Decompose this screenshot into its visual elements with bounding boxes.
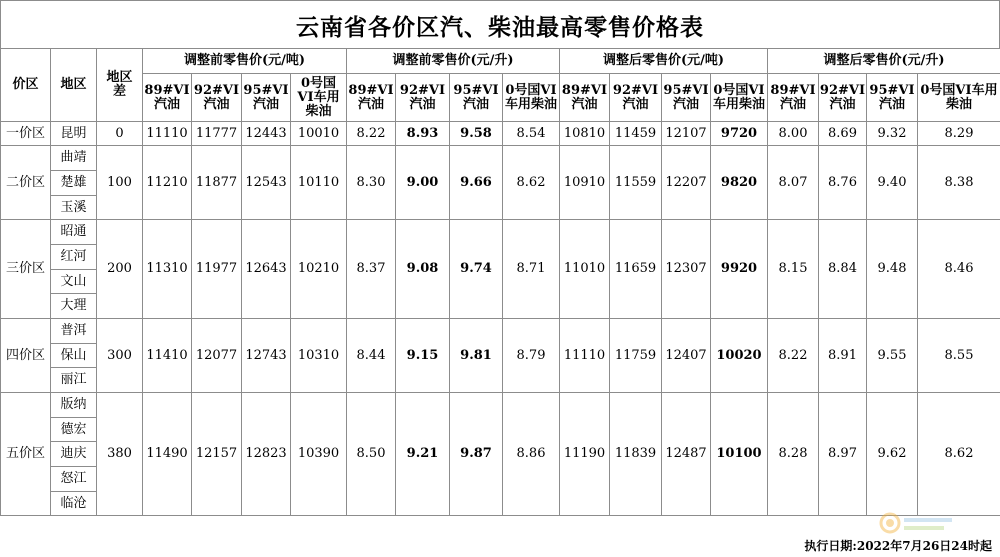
price-cell-before-liter: 8.22 <box>347 122 396 146</box>
fuel-header-after-liter-0: 89#VI汽油 <box>768 74 819 122</box>
price-cell-after-ton: 11839 <box>610 393 662 516</box>
group-header-after-liter: 调整后零售价(元/升) <box>768 49 1000 74</box>
price-cell-after-ton: 11659 <box>610 220 662 319</box>
zone-cell: 一价区 <box>1 122 51 146</box>
fuel-header-before-liter-1: 92#VI汽油 <box>396 74 450 122</box>
price-cell-after-ton: 12107 <box>662 122 711 146</box>
price-cell-before-ton: 11310 <box>143 220 192 319</box>
price-cell-before-ton: 12543 <box>242 146 291 220</box>
region-cell: 红河 <box>51 245 97 270</box>
zone-cell: 四价区 <box>1 319 51 393</box>
price-cell-after-ton: 12307 <box>662 220 711 319</box>
region-cell: 昭通 <box>51 220 97 245</box>
price-cell-before-ton: 11110 <box>143 122 192 146</box>
price-cell-after-liter: 8.62 <box>918 393 1000 516</box>
price-cell-after-ton: 11190 <box>560 393 610 516</box>
price-cell-before-ton: 11777 <box>192 122 242 146</box>
price-cell-before-liter: 8.44 <box>347 319 396 393</box>
price-cell-before-ton: 11977 <box>192 220 242 319</box>
price-cell-before-ton: 12823 <box>242 393 291 516</box>
price-cell-after-ton: 12407 <box>662 319 711 393</box>
price-cell-after-liter: 8.46 <box>918 220 1000 319</box>
price-cell-before-liter: 9.58 <box>450 122 503 146</box>
region-cell: 昆明 <box>51 122 97 146</box>
price-cell-after-ton: 11759 <box>610 319 662 393</box>
diff-cell: 300 <box>97 319 143 393</box>
price-cell-after-liter: 8.22 <box>768 319 819 393</box>
region-cell: 大理 <box>51 294 97 319</box>
price-cell-after-ton: 10100 <box>711 393 768 516</box>
price-cell-after-liter: 8.15 <box>768 220 819 319</box>
region-cell: 德宏 <box>51 418 97 442</box>
price-cell-before-liter: 9.15 <box>396 319 450 393</box>
price-cell-after-liter: 8.84 <box>819 220 867 319</box>
table-row <box>1 393 1000 418</box>
price-cell-before-ton: 10010 <box>291 122 347 146</box>
fuel-header-after-liter-1: 92#VI汽油 <box>819 74 867 122</box>
price-cell-before-ton: 11410 <box>143 319 192 393</box>
region-cell: 迪庆 <box>51 442 97 467</box>
fuel-header-before-liter-0: 89#VI汽油 <box>347 74 396 122</box>
price-cell-after-liter: 9.62 <box>867 393 918 516</box>
price-cell-after-ton: 11110 <box>560 319 610 393</box>
effective-date: 执行日期:2022年7月26日24时起 <box>804 539 992 553</box>
price-cell-after-ton: 11559 <box>610 146 662 220</box>
fuel-header-before-liter-3: 0号国VI车用柴油 <box>503 74 560 122</box>
fuel-header-after-ton-3: 0号国VI车用柴油 <box>711 74 768 122</box>
price-cell-after-liter: 9.48 <box>867 220 918 319</box>
fuel-header-before-ton-0: 89#VI汽油 <box>143 74 192 122</box>
table-row <box>1 319 1000 344</box>
diff-cell: 380 <box>97 393 143 516</box>
price-cell-before-liter: 8.37 <box>347 220 396 319</box>
price-cell-after-liter: 8.76 <box>819 146 867 220</box>
region-cell: 怒江 <box>51 467 97 492</box>
price-cell-before-ton: 11877 <box>192 146 242 220</box>
price-cell-before-liter: 9.08 <box>396 220 450 319</box>
fuel-header-before-ton-1: 92#VI汽油 <box>192 74 242 122</box>
price-cell-after-liter: 8.28 <box>768 393 819 516</box>
table-row <box>1 122 1000 146</box>
price-cell-after-liter: 8.29 <box>918 122 1000 146</box>
price-cell-after-liter: 9.55 <box>867 319 918 393</box>
page-title: 云南省各价区汽、柴油最高零售价格表 <box>0 0 1000 49</box>
region-cell: 玉溪 <box>51 196 97 220</box>
price-cell-after-liter: 8.38 <box>918 146 1000 220</box>
price-cell-after-liter: 8.97 <box>819 393 867 516</box>
price-cell-before-liter: 8.62 <box>503 146 560 220</box>
region-cell: 文山 <box>51 270 97 294</box>
price-cell-before-ton: 10110 <box>291 146 347 220</box>
price-cell-before-liter: 9.00 <box>396 146 450 220</box>
price-cell-after-liter: 8.69 <box>819 122 867 146</box>
fuel-header-after-liter-2: 95#VI汽油 <box>867 74 918 122</box>
fuel-header-after-ton-2: 95#VI汽油 <box>662 74 711 122</box>
price-cell-before-ton: 11490 <box>143 393 192 516</box>
region-cell: 普洱 <box>51 319 97 344</box>
price-cell-before-liter: 8.30 <box>347 146 396 220</box>
price-cell-after-ton: 10020 <box>711 319 768 393</box>
region-header: 地区 <box>51 49 97 122</box>
fuel-header-after-ton-0: 89#VI汽油 <box>560 74 610 122</box>
price-cell-before-liter: 9.66 <box>450 146 503 220</box>
price-cell-after-ton: 10810 <box>560 122 610 146</box>
price-cell-after-ton: 11459 <box>610 122 662 146</box>
fuel-header-before-ton-3: 0号国VI车用柴油 <box>291 74 347 122</box>
region-cell: 楚雄 <box>51 171 97 196</box>
price-cell-before-liter: 9.21 <box>396 393 450 516</box>
price-cell-before-ton: 12643 <box>242 220 291 319</box>
price-cell-before-liter: 8.71 <box>503 220 560 319</box>
price-cell-after-liter: 9.32 <box>867 122 918 146</box>
price-table <box>0 48 1000 516</box>
price-cell-after-ton: 9720 <box>711 122 768 146</box>
group-header-before-liter: 调整前零售价(元/升) <box>347 49 560 74</box>
group-header-after-ton: 调整后零售价(元/吨) <box>560 49 768 74</box>
price-cell-before-ton: 12077 <box>192 319 242 393</box>
price-cell-before-liter: 8.50 <box>347 393 396 516</box>
price-cell-before-liter: 8.79 <box>503 319 560 393</box>
diff-cell: 0 <box>97 122 143 146</box>
fuel-header-before-liter-2: 95#VI汽油 <box>450 74 503 122</box>
price-cell-after-liter: 8.55 <box>918 319 1000 393</box>
price-cell-before-ton: 10210 <box>291 220 347 319</box>
price-cell-before-liter: 8.86 <box>503 393 560 516</box>
region-cell: 丽江 <box>51 368 97 393</box>
price-cell-after-liter: 8.00 <box>768 122 819 146</box>
table-row <box>1 220 1000 245</box>
zone-cell: 五价区 <box>1 393 51 516</box>
price-cell-before-liter: 8.93 <box>396 122 450 146</box>
zone-cell: 三价区 <box>1 220 51 319</box>
region-cell: 版纳 <box>51 393 97 418</box>
price-cell-before-ton: 12743 <box>242 319 291 393</box>
diff-cell: 100 <box>97 146 143 220</box>
fuel-header-before-ton-2: 95#VI汽油 <box>242 74 291 122</box>
region-cell: 曲靖 <box>51 146 97 171</box>
price-cell-before-liter: 8.54 <box>503 122 560 146</box>
price-cell-after-ton: 10910 <box>560 146 610 220</box>
price-cell-after-liter: 8.07 <box>768 146 819 220</box>
price-cell-after-ton: 12487 <box>662 393 711 516</box>
price-cell-before-liter: 9.74 <box>450 220 503 319</box>
region-cell: 临沧 <box>51 492 97 516</box>
diff-header: 地区差 <box>97 49 143 122</box>
zone-cell: 二价区 <box>1 146 51 220</box>
fuel-header-after-liter-3: 0号国VI车用柴油 <box>918 74 1000 122</box>
price-cell-after-ton: 12207 <box>662 146 711 220</box>
price-cell-after-liter: 8.91 <box>819 319 867 393</box>
price-cell-after-liter: 9.40 <box>867 146 918 220</box>
diff-cell: 200 <box>97 220 143 319</box>
group-header-before-ton: 调整前零售价(元/吨) <box>143 49 347 74</box>
price-cell-before-ton: 12157 <box>192 393 242 516</box>
fuel-header-after-ton-1: 92#VI汽油 <box>610 74 662 122</box>
zone-header: 价区 <box>1 49 51 122</box>
table-row <box>1 146 1000 171</box>
price-cell-before-ton: 10310 <box>291 319 347 393</box>
price-cell-before-ton: 11210 <box>143 146 192 220</box>
price-cell-before-ton: 10390 <box>291 393 347 516</box>
price-cell-before-liter: 9.87 <box>450 393 503 516</box>
price-cell-after-ton: 9820 <box>711 146 768 220</box>
price-cell-after-ton: 11010 <box>560 220 610 319</box>
price-cell-after-ton: 9920 <box>711 220 768 319</box>
price-cell-before-liter: 9.81 <box>450 319 503 393</box>
price-cell-before-ton: 12443 <box>242 122 291 146</box>
region-cell: 保山 <box>51 344 97 368</box>
